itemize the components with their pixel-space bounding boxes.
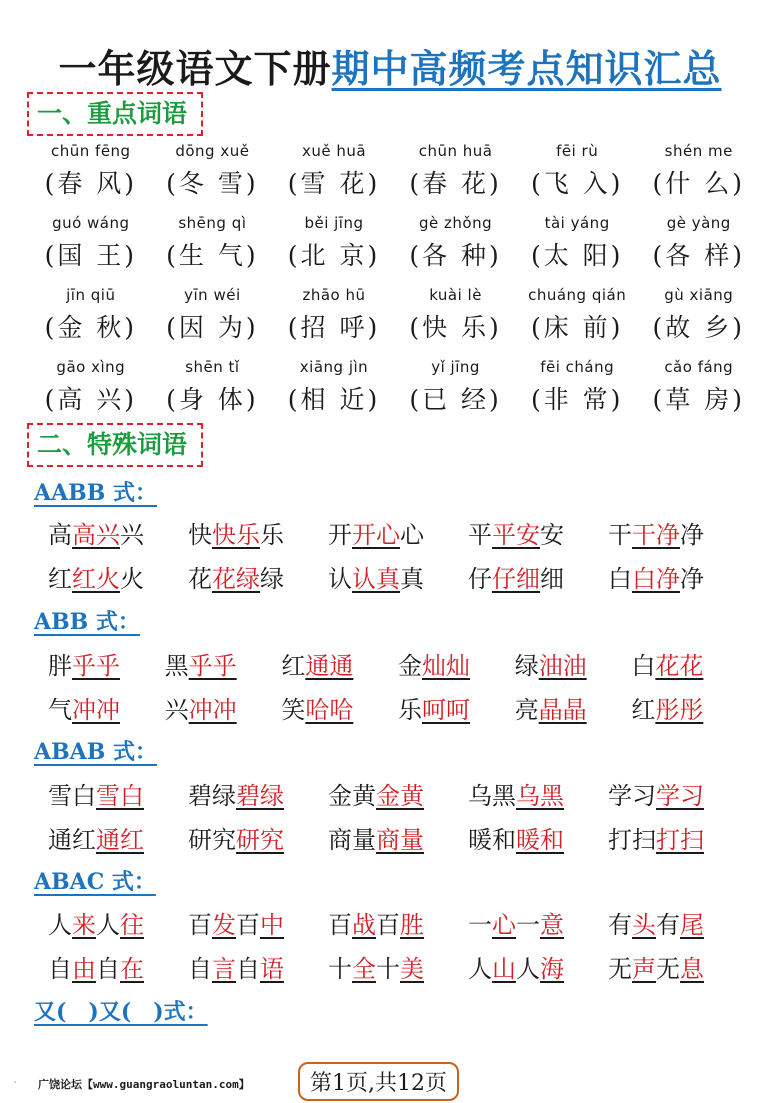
hanzi-word: (北 京) [287,241,381,270]
filled-part: 发 [212,911,236,939]
filled-part: 干净 [632,521,680,549]
filled-part: 通红 [96,826,144,854]
given-part: 研究 [188,826,236,854]
given-part: 乐 [260,521,284,549]
given-part: 暖和 [468,826,516,854]
abb-word [48,646,165,681]
filled-part: 中 [260,911,284,939]
vocab-item [516,354,638,426]
filled-part: 快乐 [212,521,260,549]
vocab-item [152,210,274,282]
abac-word [328,905,468,940]
filled-part: 息 [680,955,704,983]
aabb-word [468,559,608,594]
given-part: 红 [281,652,306,680]
pinyin: gù xiāng [664,286,734,304]
title-part2: 期中高频考点知识汇总 [331,47,722,91]
aabb-heading: AABB 式： [34,480,157,506]
hanzi-word: (相 近) [287,385,381,414]
abab-row [48,776,748,811]
abac-heading: ABAC 式： [34,869,156,895]
given-part: 白 [608,565,632,593]
given-part: 黑 [164,652,189,680]
pinyin: guó wáng [52,214,130,232]
given-part: 无 [656,955,680,983]
given-part: 真 [400,565,424,593]
given-part: 通红 [48,826,96,854]
abac-word [608,905,748,940]
aabb-word [328,515,468,550]
filled-part: 尾 [680,911,704,939]
given-part: 快 [188,521,212,549]
vocab-item [516,282,638,354]
filled-part: 美 [400,955,424,983]
vocab-item [516,210,638,282]
given-part: 碧绿 [188,782,236,810]
abab-word [48,820,188,855]
vocab-item [395,210,517,282]
vocab-item [152,282,274,354]
pinyin: zhāo hū [302,286,366,304]
filled-part: 言 [212,955,236,983]
filled-part: 乎乎 [188,652,237,680]
vocab-row [30,282,760,354]
filled-part: 声 [632,955,656,983]
abb-word [631,646,748,681]
given-part: 打扫 [608,826,656,854]
given-part: 自 [188,955,212,983]
abac-word [188,949,328,984]
hanzi-word: (春 花) [409,169,502,198]
given-part: 乌黑 [468,782,516,810]
given-part: 自 [96,955,120,983]
given-part: 认 [328,565,352,593]
given-part: 百 [236,911,260,939]
abb-word [48,690,165,725]
hanzi-word: (身 体) [166,385,259,414]
vocab-grid [30,138,760,426]
abac-word [468,905,608,940]
pinyin: fēi rù [556,142,599,160]
given-part: 十 [376,955,400,983]
abac-row [48,949,748,984]
filled-part: 冲冲 [72,696,120,724]
filled-part: 金黄 [376,782,424,810]
abb-word [398,646,515,681]
abb-row [48,646,748,681]
title-part1: 一年级语文下册 [58,47,332,91]
filled-part: 通通 [305,652,354,680]
given-part: 仔 [468,565,492,593]
pinyin: yīn wéi [184,286,241,304]
abab-heading: ABAB 式： [34,739,157,765]
given-part: 胖 [48,652,72,680]
given-part: 亮 [514,696,539,724]
filled-part: 语 [260,955,284,983]
abac-word [48,949,188,984]
given-part: 百 [328,911,352,939]
abab-row [48,820,748,855]
given-part: 白 [631,652,656,680]
abac-word [188,905,328,940]
pinyin: jīn qiū [66,286,116,304]
abab-word [468,820,608,855]
given-part: 有 [608,911,632,939]
given-part: 学习 [608,782,656,810]
abb-word [398,690,515,725]
pinyin: gè yàng [666,214,731,232]
filled-part: 商量 [376,826,424,854]
vocab-item [30,354,152,426]
filled-part: 来 [72,911,96,939]
hanzi-word: (招 呼) [287,313,381,342]
given-part: 净 [680,521,704,549]
pinyin: shēng qì [178,214,247,232]
section-heading-key-words: 一、重点词语 [27,92,203,136]
corner-mark: ' [14,1080,17,1089]
vocab-item [30,138,152,210]
vocab-item [273,210,395,282]
vocab-item [516,138,638,210]
filled-part: 山 [492,955,516,983]
filled-part: 海 [540,955,564,983]
aabb-word [468,515,608,550]
given-part: 笑 [281,696,306,724]
vocab-row [30,210,760,282]
vocab-item [638,354,760,426]
given-part: 绿 [514,652,539,680]
filled-part: 呵呵 [422,696,471,724]
given-part: 人 [468,955,492,983]
given-part: 一 [516,911,540,939]
abab-word [608,820,748,855]
pinyin: fēi cháng [540,358,615,376]
vocab-item [395,354,517,426]
given-part: 人 [516,955,540,983]
pinyin: gè zhǒng [419,214,493,232]
hanzi-word: (因 为) [166,313,259,342]
filled-part: 仔细 [492,565,540,593]
filled-part: 哈哈 [305,696,354,724]
pinyin: tài yáng [544,214,610,232]
hanzi-word: (什 么) [652,169,745,198]
vocab-item [638,138,760,210]
filled-part: 全 [352,955,376,983]
vocab-row [30,354,760,426]
filled-part: 白净 [632,565,680,593]
vocab-row [30,138,760,210]
filled-part: 平安 [492,521,540,549]
filled-part: 胜 [400,911,424,939]
filled-part: 由 [72,955,96,983]
filled-part: 晶晶 [538,696,587,724]
given-part: 平 [468,521,492,549]
given-part: 高 [48,521,72,549]
pinyin: yǐ jīng [431,358,480,376]
pinyin: shén me [664,142,733,160]
filled-part: 开心 [352,521,400,549]
given-part: 商量 [328,826,376,854]
abb-word [165,690,282,725]
abb-heading: ABB 式： [34,609,140,635]
given-part: 火 [120,565,144,593]
given-part: 金 [398,652,423,680]
filled-part: 战 [352,911,376,939]
hanzi-word: (已 经) [409,385,502,414]
hanzi-word: (非 常) [530,385,624,414]
filled-part: 碧绿 [236,782,284,810]
aabb-word [608,559,748,594]
given-part: 安 [540,521,564,549]
filled-part: 乌黑 [516,782,564,810]
abac-word [608,949,748,984]
hanzi-word: (床 前) [530,313,624,342]
vocab-item [30,282,152,354]
abb-row [48,690,748,725]
filled-part: 打扫 [656,826,704,854]
hanzi-word: (快 乐) [409,313,502,342]
vocab-item [152,138,274,210]
given-part: 十 [328,955,352,983]
filled-part: 花绿 [212,565,260,593]
aabb-word [608,515,748,550]
filled-part: 雪白 [96,782,144,810]
abb-word [281,646,398,681]
given-part: 兴 [120,521,144,549]
pinyin: chūn huā [418,142,493,160]
given-part: 雪白 [48,782,96,810]
given-part: 金黄 [328,782,376,810]
abab-word [328,820,468,855]
filled-part: 意 [540,911,564,939]
given-part: 百 [188,911,212,939]
hanzi-word: (春 风) [44,169,138,198]
given-part: 乐 [398,696,423,724]
given-part: 兴 [164,696,189,724]
filled-part: 在 [120,955,144,983]
filled-part: 头 [632,911,656,939]
abb-word [281,690,398,725]
aabb-row [48,559,748,594]
vocab-item [273,354,395,426]
given-part: 气 [48,696,72,724]
filled-part: 研究 [236,826,284,854]
given-part: 百 [376,911,400,939]
given-part: 自 [236,955,260,983]
aabb-word [48,559,188,594]
abab-word [608,776,748,811]
vocab-item [30,210,152,282]
hanzi-word: (各 样) [652,241,745,270]
filled-part: 往 [120,911,144,939]
filled-part: 认真 [352,565,400,593]
footer-source: 广饶论坛【www.guangraoluntan.com】 [38,1078,250,1091]
pinyin: chūn fēng [51,142,131,160]
hanzi-word: (太 阳) [530,241,624,270]
hanzi-word: (生 气) [166,241,259,270]
abab-word [48,776,188,811]
hanzi-word: (冬 雪) [166,169,259,198]
given-part: 一 [468,911,492,939]
given-part: 人 [96,911,120,939]
aabb-word [188,515,328,550]
pinyin: xiāng jìn [299,358,369,376]
given-part: 人 [48,911,72,939]
filled-part: 花花 [655,652,704,680]
filled-part: 学习 [656,782,704,810]
abb-word [515,646,632,681]
aabb-word [48,515,188,550]
vocab-item [638,210,760,282]
vocab-item [273,138,395,210]
hanzi-word: (国 王) [44,241,138,270]
abac-word [328,949,468,984]
given-part: 无 [608,955,632,983]
given-part: 绿 [260,565,284,593]
filled-part: 彤彤 [655,696,704,724]
abab-word [188,820,328,855]
pinyin: kuài lè [429,286,482,304]
given-part: 心 [400,521,424,549]
abb-word [165,646,282,681]
abab-word [328,776,468,811]
pinyin: xuě huā [301,142,367,160]
abb-word [515,690,632,725]
filled-part: 灿灿 [422,652,471,680]
pinyin: chuáng qián [528,286,627,304]
footer-page-number: 第1页,共12页 [298,1062,459,1101]
pinyin: dōng xuě [175,142,250,160]
abab-word [188,776,328,811]
filled-part: 暖和 [516,826,564,854]
vocab-item [395,138,517,210]
filled-part: 心 [492,911,516,939]
pinyin: shēn tǐ [185,358,240,376]
page-title [0,38,780,93]
aabb-word [328,559,468,594]
given-part: 花 [188,565,212,593]
vocab-item [638,282,760,354]
section-heading-special-words: 二、特殊词语 [27,423,203,467]
filled-part: 乎乎 [72,652,120,680]
hanzi-word: (故 乡) [652,313,745,342]
given-part: 自 [48,955,72,983]
hanzi-word: (金 秋) [44,313,138,342]
given-part: 有 [656,911,680,939]
hanzi-word: (飞 入) [530,169,624,198]
given-part: 细 [540,565,564,593]
aabb-word [188,559,328,594]
vocab-item [152,354,274,426]
hanzi-word: (各 种) [409,241,502,270]
filled-part: 油油 [538,652,587,680]
abb-word [631,690,748,725]
hanzi-word: (草 房) [652,385,745,414]
pinyin: běi jīng [304,214,364,232]
given-part: 红 [48,565,72,593]
filled-part: 高兴 [72,521,120,549]
given-part: 干 [608,521,632,549]
pinyin: gāo xìng [56,358,126,376]
aabb-row [48,515,748,550]
given-part: 红 [631,696,656,724]
youyou-heading: 又( )又( )式： [34,999,208,1025]
abac-row [48,905,748,940]
pinyin: cǎo fáng [664,358,734,376]
vocab-item [395,282,517,354]
vocab-item [273,282,395,354]
given-part: 净 [680,565,704,593]
hanzi-word: (雪 花) [287,169,381,198]
hanzi-word: (高 兴) [44,385,138,414]
filled-part: 红火 [72,565,120,593]
given-part: 开 [328,521,352,549]
abac-word [468,949,608,984]
abab-word [468,776,608,811]
filled-part: 冲冲 [188,696,237,724]
abac-word [48,905,188,940]
